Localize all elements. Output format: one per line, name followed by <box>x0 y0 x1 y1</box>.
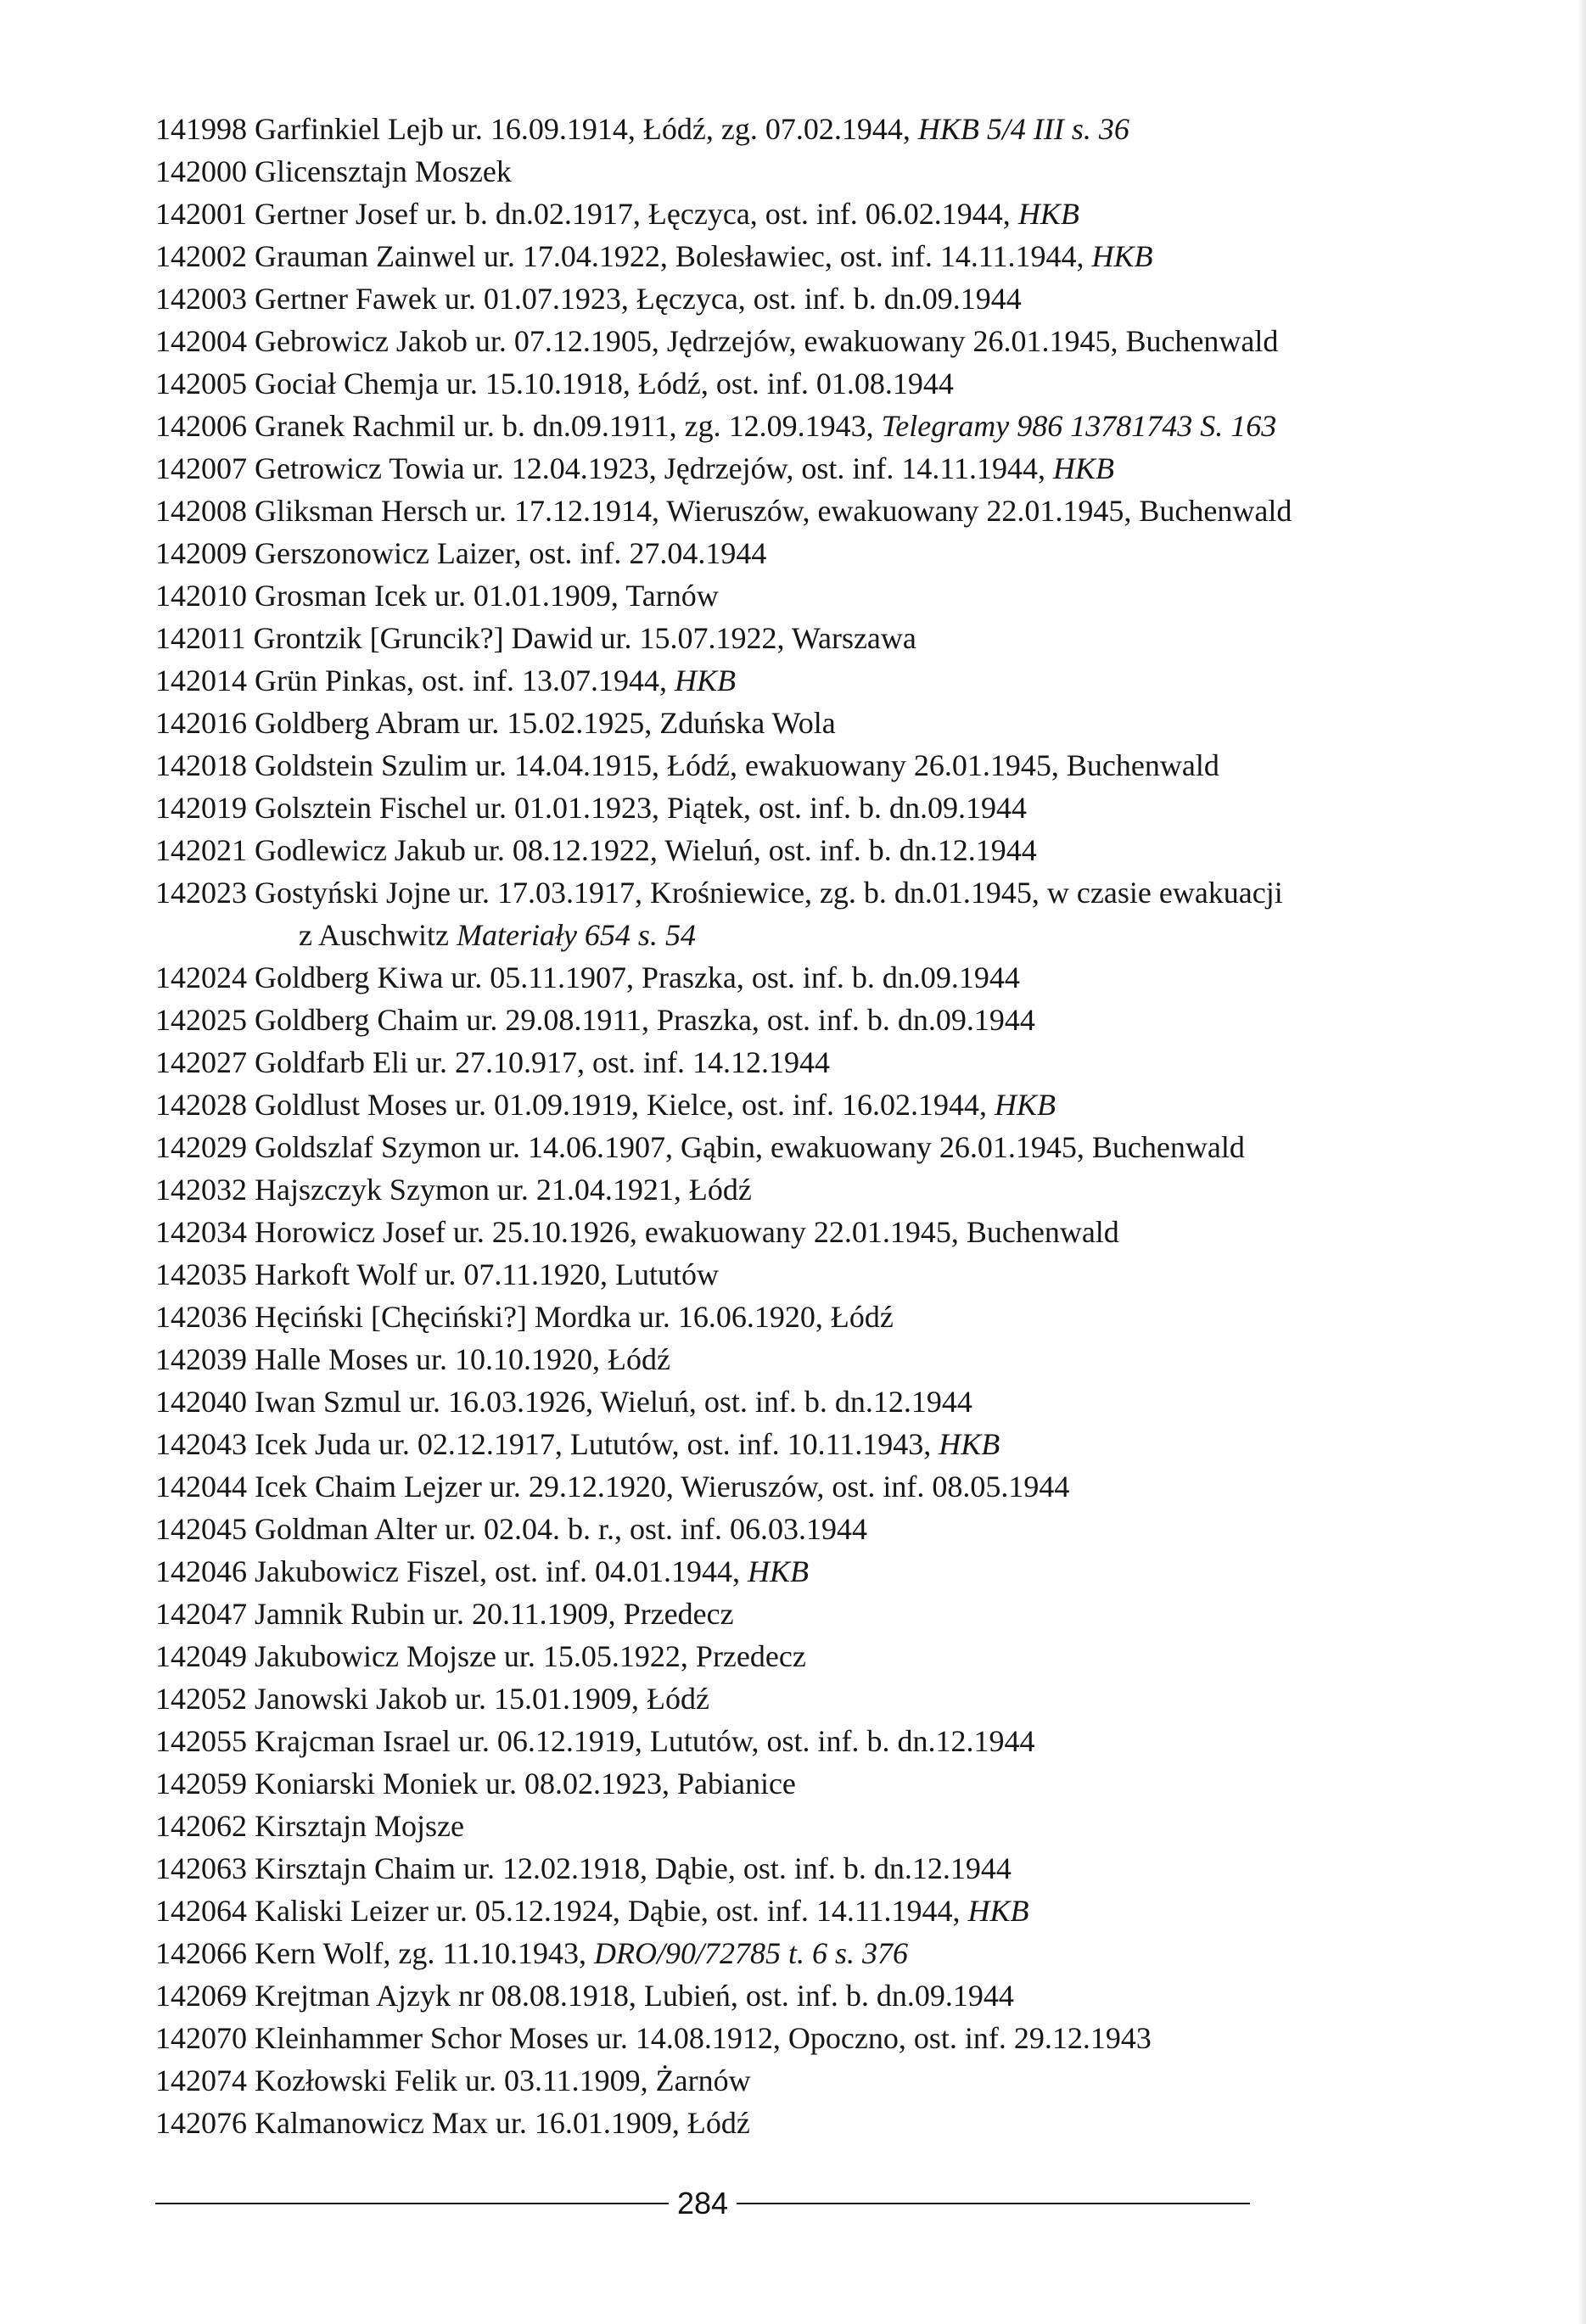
prisoner-list <box>155 108 1547 2144</box>
list-item <box>155 1338 1547 1380</box>
page-footer <box>155 2182 1250 2225</box>
list-item <box>155 1296 1547 1338</box>
list-item <box>155 702 1547 744</box>
entry-text: 142000 Glicensztajn Moszek <box>155 154 512 188</box>
entry-text: 142004 Gebrowicz Jakob ur. 07.12.1905, Jędrzejów, ewakuowany 26.01.1945, Buchenwald <box>155 324 1279 358</box>
list-item <box>155 235 1547 277</box>
entry-text: 142049 Jakubowicz Mojsze ur. 15.05.1922, Przedecz <box>155 1639 806 1673</box>
entry-text: 142010 Grosman Icek ur. 01.01.1909, Tarnów <box>155 579 719 613</box>
entry-source-reference: DRO/90/72785 t. 6 s. 376 <box>594 1936 909 1970</box>
list-item <box>155 1932 1547 1974</box>
entry-text: 142074 Kozłowski Felik ur. 03.11.1909, Żarnów <box>155 2064 751 2097</box>
list-item <box>155 1677 1547 1720</box>
entry-text: 142070 Kleinhammer Schor Moses ur. 14.08.1912, Opoczno, ost. inf. 29.12.1943 <box>155 2021 1152 2055</box>
entry-text: 142005 Gociał Chemja ur. 15.10.1918, Łódź, ost. inf. 01.08.1944 <box>155 367 954 400</box>
entry-text: 142039 Halle Moses ur. 10.10.1920, Łódź <box>155 1342 670 1376</box>
list-item <box>155 2059 1547 2102</box>
entry-text: 142063 Kirsztajn Chaim ur. 12.02.1918, Dąbie, ost. inf. b. dn.12.1944 <box>155 1851 1012 1885</box>
entry-source-reference: HKB <box>967 1894 1029 1928</box>
footer-rule-left <box>155 2203 669 2204</box>
entry-text: 142064 Kaliski Leizer ur. 05.12.1924, Dąbie, ost. inf. 14.11.1944, <box>155 1894 968 1928</box>
entry-text: 142021 Godlewicz Jakub ur. 08.12.1922, Wieluń, ost. inf. b. dn.12.1944 <box>155 833 1037 867</box>
entry-source-reference: HKB <box>675 664 736 697</box>
entry-source-reference: Materiały 654 s. 54 <box>456 918 696 952</box>
entry-source-reference: HKB <box>747 1554 809 1588</box>
entry-text: 142055 Krajcman Israel ur. 06.12.1919, Lututów, ost. inf. b. dn.12.1944 <box>155 1724 1035 1758</box>
list-item <box>155 787 1547 829</box>
list-item <box>155 744 1547 787</box>
list-item <box>155 277 1547 320</box>
entry-text: 142023 Gostyński Jojne ur. 17.03.1917, Krośniewice, zg. b. dn.01.1945, w czasie ewakuacji <box>155 876 1283 910</box>
entry-text: 141998 Garfinkiel Lejb ur. 16.09.1914, Łódź, zg. 07.02.1944, <box>155 112 918 146</box>
entry-text: 142003 Gertner Fawek ur. 01.07.1923, Łęczyca, ost. inf. b. dn.09.1944 <box>155 282 1022 316</box>
list-item <box>155 1720 1547 1762</box>
entry-text: 142016 Goldberg Abram ur. 15.02.1925, Zduńska Wola <box>155 706 836 740</box>
entry-source-reference: HKB <box>1053 451 1114 485</box>
list-item <box>155 1465 1547 1508</box>
list-item <box>155 2017 1547 2059</box>
entry-text: 142045 Goldman Alter ur. 02.04. b. r., ost. inf. 06.03.1944 <box>155 1512 867 1546</box>
entry-text: 142025 Goldberg Chaim ur. 29.08.1911, Praszka, ost. inf. b. dn.09.1944 <box>155 1003 1035 1037</box>
entry-source-reference: HKB <box>939 1427 1000 1461</box>
list-item <box>155 1550 1547 1593</box>
list-item <box>155 1974 1547 2017</box>
list-item <box>155 490 1547 532</box>
list-item <box>155 1635 1547 1677</box>
entry-continuation <box>155 914 1547 956</box>
list-item <box>155 1126 1547 1168</box>
list-item <box>155 1423 1547 1465</box>
entry-source-reference: Telegramy 986 13781743 S. 163 <box>881 409 1277 443</box>
entry-source-reference: HKB <box>1091 239 1153 273</box>
entry-source-reference: HKB <box>994 1088 1056 1122</box>
entry-text: 142047 Jamnik Rubin ur. 20.11.1909, Przedecz <box>155 1597 734 1631</box>
entry-text: 142018 Goldstein Szulim ur. 14.04.1915, Łódź, ewakuowany 26.01.1945, Buchenwald <box>155 748 1219 782</box>
list-item <box>155 1084 1547 1126</box>
list-item <box>155 150 1547 193</box>
entry-text: 142008 Gliksman Hersch ur. 17.12.1914, Wieruszów, ewakuowany 22.01.1945, Buchenwald <box>155 494 1292 528</box>
list-item <box>155 659 1547 702</box>
list-item <box>155 1508 1547 1550</box>
list-item <box>155 956 1547 999</box>
list-item <box>155 1211 1547 1253</box>
entry-text: 142059 Koniarski Moniek ur. 08.02.1923, Pabianice <box>155 1767 796 1800</box>
entry-text: 142076 Kalmanowicz Max ur. 16.01.1909, Łódź <box>155 2106 750 2140</box>
list-item <box>155 1593 1547 1635</box>
footer-rule-right <box>737 2203 1250 2204</box>
list-item <box>155 574 1547 617</box>
list-item <box>155 1168 1547 1211</box>
list-item <box>155 1762 1547 1805</box>
entry-text: 142052 Janowski Jakob ur. 15.01.1909, Łódź <box>155 1682 709 1716</box>
page-edge-shadow <box>1578 0 1586 2324</box>
entry-source-reference: HKB <box>1017 197 1079 231</box>
entry-text: 142024 Goldberg Kiwa ur. 05.11.1907, Praszka, ost. inf. b. dn.09.1944 <box>155 960 1020 994</box>
entry-text: 142066 Kern Wolf, zg. 11.10.1943, <box>155 1936 595 1970</box>
entry-text: 142040 Iwan Szmul ur. 16.03.1926, Wieluń, ost. inf. b. dn.12.1944 <box>155 1385 972 1419</box>
list-item <box>155 1253 1547 1296</box>
list-item <box>155 1890 1547 1932</box>
entry-text: 142007 Getrowicz Towia ur. 12.04.1923, Jędrzejów, ost. inf. 14.11.1944, <box>155 451 1053 485</box>
list-item <box>155 999 1547 1041</box>
list-item <box>155 1847 1547 1890</box>
list-item <box>155 447 1547 490</box>
list-item <box>155 1380 1547 1423</box>
entry-text: 142001 Gertner Josef ur. b. dn.02.1917, Łęczyca, ost. inf. 06.02.1944, <box>155 197 1018 231</box>
list-item <box>155 405 1547 447</box>
list-item <box>155 2102 1547 2144</box>
entry-text: 142028 Goldlust Moses ur. 01.09.1919, Kielce, ost. inf. 16.02.1944, <box>155 1088 995 1122</box>
entry-text: 142019 Golsztein Fischel ur. 01.01.1923, Piątek, ost. inf. b. dn.09.1944 <box>155 791 1027 825</box>
list-item <box>155 108 1547 150</box>
entry-text: 142062 Kirsztajn Mojsze <box>155 1809 464 1843</box>
entry-text: 142044 Icek Chaim Lejzer ur. 29.12.1920, Wieruszów, ost. inf. 08.05.1944 <box>155 1470 1070 1504</box>
list-item <box>155 871 1547 956</box>
list-item <box>155 1805 1547 1847</box>
list-item <box>155 532 1547 574</box>
entry-text: 142046 Jakubowicz Fiszel, ost. inf. 04.01.1944, <box>155 1554 748 1588</box>
entry-text: 142036 Hęciński [Chęciński?] Mordka ur. 16.06.1920, Łódź <box>155 1300 894 1334</box>
entry-text: 142006 Granek Rachmil ur. b. dn.09.1911, zg. 12.09.1943, <box>155 409 882 443</box>
list-item <box>155 362 1547 405</box>
entry-text: 142034 Horowicz Josef ur. 25.10.1926, ewakuowany 22.01.1945, Buchenwald <box>155 1215 1119 1249</box>
entry-text: 142002 Grauman Zainwel ur. 17.04.1922, Bolesławiec, ost. inf. 14.11.1944, <box>155 239 1092 273</box>
list-item <box>155 1041 1547 1084</box>
entry-text: 142027 Goldfarb Eli ur. 27.10.917, ost. inf. 14.12.1944 <box>155 1045 830 1079</box>
entry-text: 142011 Grontzik [Gruncik?] Dawid ur. 15.07.1922, Warszawa <box>155 621 916 655</box>
entry-text: 142043 Icek Juda ur. 02.12.1917, Lututów, ost. inf. 10.11.1943, <box>155 1427 939 1461</box>
list-item <box>155 320 1547 362</box>
page-number: 284 <box>676 2186 729 2220</box>
entry-text: 142009 Gerszonowicz Laizer, ost. inf. 27.04.1944 <box>155 536 767 570</box>
entry-text: 142014 Grün Pinkas, ost. inf. 13.07.1944, <box>155 664 675 697</box>
entry-source-reference: HKB 5/4 III s. 36 <box>917 112 1129 146</box>
list-item <box>155 193 1547 235</box>
list-item <box>155 829 1547 871</box>
entry-text: 142032 Hajszczyk Szymon ur. 21.04.1921, Łódź <box>155 1173 752 1207</box>
entry-continuation-text: z Auschwitz <box>299 918 457 952</box>
list-item <box>155 617 1547 659</box>
entry-text: 142035 Harkoft Wolf ur. 07.11.1920, Lututów <box>155 1257 720 1291</box>
entry-text: 142069 Krejtman Ajzyk nr 08.08.1918, Lubień, ost. inf. b. dn.09.1944 <box>155 1979 1014 2013</box>
entry-text: 142029 Goldszlaf Szymon ur. 14.06.1907, Gąbin, ewakuowany 26.01.1945, Buchenwald <box>155 1130 1245 1164</box>
